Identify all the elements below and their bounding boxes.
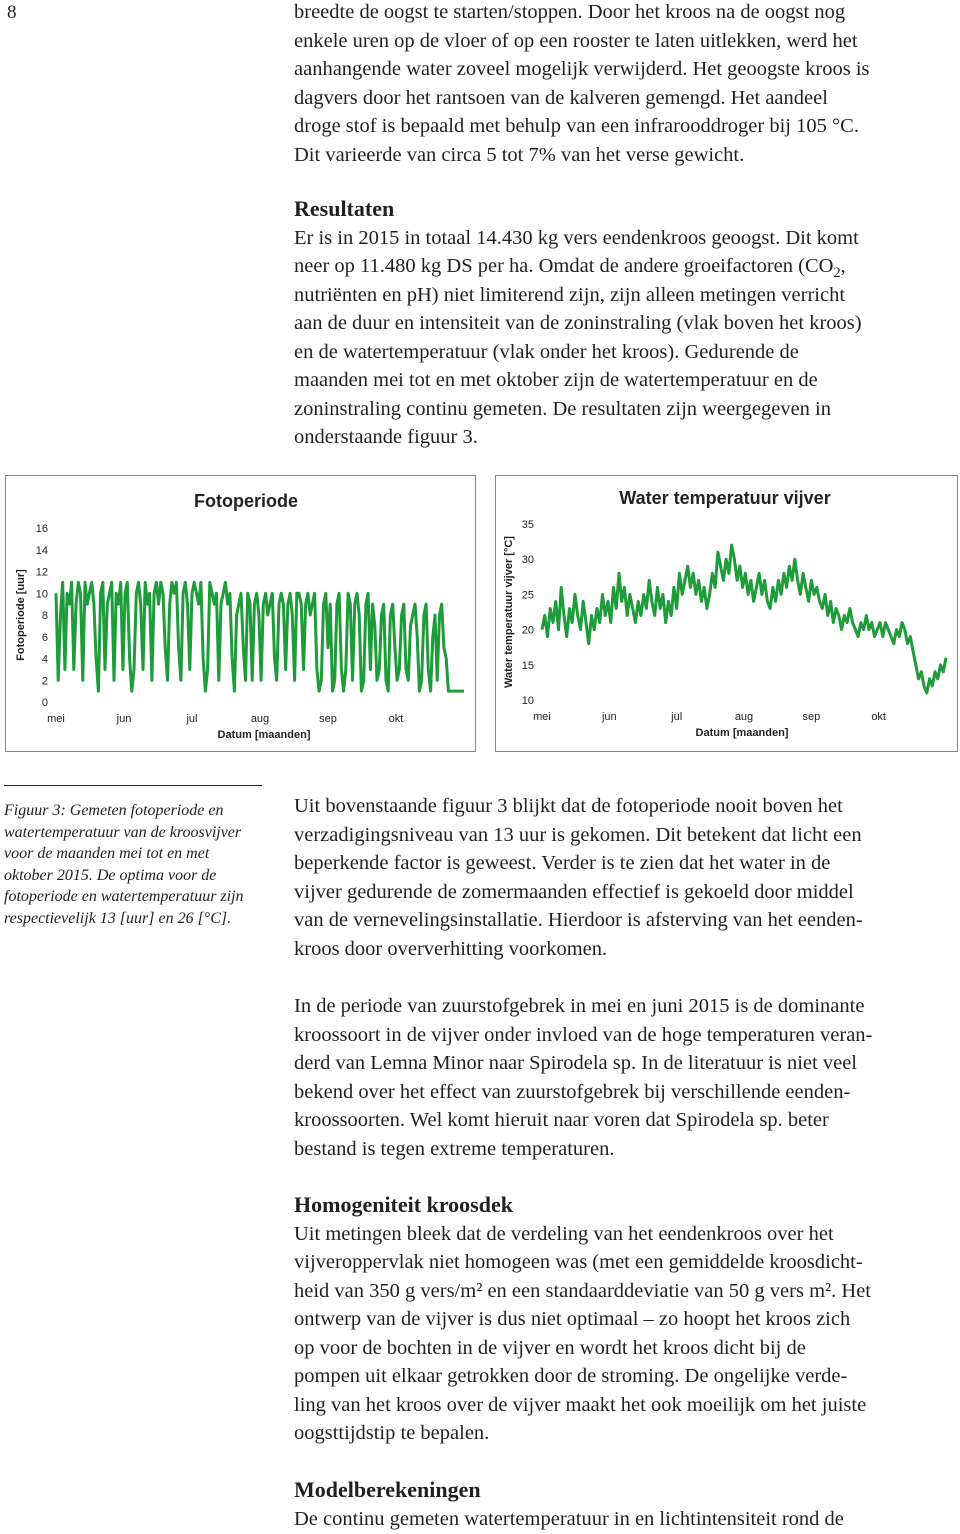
text-line xyxy=(294,252,958,281)
text-line: Uit bovenstaande figuur 3 blijkt dat de fotoperiode nooit boven het xyxy=(294,795,843,817)
homogeniteit-section xyxy=(294,1191,958,1448)
x-tick-label: sep xyxy=(802,711,821,723)
y-tick-label: 2 xyxy=(41,675,48,688)
text-line: De continu gemeten watertemperatuur in en lichtintensiteit rond de xyxy=(294,1507,844,1530)
x-tick-label: mei xyxy=(533,711,551,723)
text-line: ling van het kroos over de vijver maakt het ook moeilijk om het juiste xyxy=(294,1393,867,1416)
chart-title: Water temperatuur vijver xyxy=(619,488,831,508)
text-line: bekend over het effect van zuurstofgebrek bij verschillende eenden- xyxy=(294,1080,851,1103)
text-line: dagvers door het rantsoen van de kalveren gemengd. Het aandeel xyxy=(294,86,828,109)
caption-rule xyxy=(4,785,262,786)
x-tick-label: sep xyxy=(319,713,337,725)
text-line: zoninstraling continu gemeten. De resultaten zijn weergegeven in xyxy=(294,397,831,420)
y-tick-label: 35 xyxy=(521,519,534,531)
text-segment: neer op 11.480 kg DS per ha. Omdat de andere groeifactoren (CO xyxy=(294,255,834,277)
chart-watertemperatuur xyxy=(495,475,958,752)
y-tick-label: 14 xyxy=(35,544,48,557)
text-line: droge stof is bepaald met behulp van een infrarooddroger bij 105 °C. xyxy=(294,115,859,137)
page-number: 8 xyxy=(7,2,17,23)
text-line: In de periode van zuurstofgebrek in mei en juni 2015 is de dominante xyxy=(294,995,865,1017)
x-tick-label: okt xyxy=(871,711,887,723)
y-tick-label: 6 xyxy=(41,631,48,644)
text-line: Uit metingen bleek dat de verdeling van het eendenkroos over het xyxy=(294,1222,834,1245)
y-tick-label: 20 xyxy=(521,624,534,637)
text-line: kroos door oververhitting voorkomen. xyxy=(294,937,608,960)
y-axis-label: Fotoperiode [uur] xyxy=(15,569,27,661)
text-line: nutriënten en pH) niet limiterend zijn, zijn alleen metingen verricht xyxy=(294,283,846,306)
text-segment: , xyxy=(840,255,846,277)
x-tick-label: aug xyxy=(734,711,754,723)
discussion-paragraph-1 xyxy=(294,792,958,963)
text-line: breedte de oogst te starten/stoppen. Door het kroos na de oogst nog xyxy=(294,1,846,23)
chart-title: Fotoperiode xyxy=(194,491,298,511)
figure-caption: Figuur 3: Gemeten fotoperiode en watertemperatuur van de kroosvijver voor de maanden mei tot en met oktober 2015. De optima voor de fotoperiode en watertemperatuur zijn respectievelijk 13 [uur] en 26 [°C]. xyxy=(4,802,244,927)
text-line: pompen uit elkaar getrokken door de stroming. De ongelijke verde- xyxy=(294,1365,848,1387)
model-section xyxy=(294,1476,958,1533)
text-line: heid van 350 g vers/m² en een standaarddeviatie van 50 g vers m². Het xyxy=(294,1279,872,1302)
x-axis-label: Datum [maanden] xyxy=(217,729,311,741)
section-heading: Homogeniteit kroosdek xyxy=(294,1192,513,1217)
x-tick-label: aug xyxy=(250,713,270,725)
text-line: vijveroppervlak niet homogeen was (met een gemiddelde kroosdicht- xyxy=(294,1251,863,1273)
y-tick-label: 16 xyxy=(35,523,48,535)
section-heading: Modelberekeningen xyxy=(294,1477,481,1502)
y-axis-label: Water temperatuur vijver [°C] xyxy=(503,536,515,688)
x-tick-label: mei xyxy=(47,713,65,725)
data-series-line xyxy=(56,582,464,691)
x-tick-label: okt xyxy=(388,713,404,725)
x-tick-label: jul xyxy=(186,713,198,725)
text-line: Dit varieerde van circa 5 tot 7% van het verse gewicht. xyxy=(294,143,745,166)
y-tick-label: 10 xyxy=(35,588,48,601)
x-tick-label: jul xyxy=(671,711,683,723)
text-line: kroossoorten. Wel komt hieruit naar voren dat Spirodela sp. beter xyxy=(294,1109,829,1131)
data-series-line xyxy=(542,545,946,693)
text-line: van de vernevelingsinstallatie. Hierdoor is afsterving van het eenden- xyxy=(294,909,863,931)
x-tick-label: jun xyxy=(116,713,132,725)
y-tick-label: 25 xyxy=(521,589,534,602)
text-line: enkele uren op de vloer of op een rooster te laten uitlekken, werd het xyxy=(294,29,858,52)
discussion-paragraph-2 xyxy=(294,992,958,1163)
y-tick-label: 30 xyxy=(521,554,534,567)
text-line: Er is in 2015 in totaal 14.430 kg vers eendenkroos geoogst. Dit komt xyxy=(294,226,859,249)
text-line: verzadigingsniveau van 13 uur is gekomen. Dit betekent dat licht een xyxy=(294,823,862,846)
chart-fotoperiode-svg xyxy=(6,476,475,751)
text-line: derd van Lemna Minor naar Spirodela sp. In de literatuur is niet veel xyxy=(294,1052,857,1074)
text-line: op voor de bochten in de vijver en wordt het kroos dicht bij de xyxy=(294,1336,806,1359)
text-line: beperkende factor is geweest. Verder is te zien dat het water in de xyxy=(294,852,831,874)
intro-paragraph xyxy=(294,0,958,169)
text-line: ontwerp van de vijver is dus niet optimaal – zo hoopt het kroos zich xyxy=(294,1308,851,1330)
text-line: aanhangende water zoveel mogelijk verwijderd. Het geoogste kroos is xyxy=(294,58,870,80)
y-tick-label: 12 xyxy=(35,566,48,579)
text-line: aan de duur en intensiteit van de zoninstraling (vlak boven het kroos) xyxy=(294,312,862,334)
chart-fotoperiode xyxy=(5,475,476,752)
x-tick-label: jun xyxy=(601,711,617,723)
text-line: bestand is tegen extreme temperaturen. xyxy=(294,1137,615,1160)
x-axis-label: Datum [maanden] xyxy=(695,727,789,739)
results-section xyxy=(294,195,958,452)
section-heading: Resultaten xyxy=(294,196,395,221)
text-line: vijver gedurende de zomermaanden effectief is gekoeld door middel xyxy=(294,880,854,903)
y-tick-label: 15 xyxy=(521,659,534,672)
y-tick-label: 10 xyxy=(521,695,534,707)
text-line: maanden mei tot en met oktober zijn de watertemperatuur en de xyxy=(294,369,818,391)
subscript: 2 xyxy=(833,265,841,282)
y-tick-label: 8 xyxy=(41,610,48,622)
y-tick-label: 0 xyxy=(41,697,48,709)
chart-watertemperatuur-svg xyxy=(496,476,957,751)
text-line: onderstaande figuur 3. xyxy=(294,426,478,448)
text-line: en de watertemperatuur (vlak onder het kroos). Gedurende de xyxy=(294,340,799,363)
y-tick-label: 4 xyxy=(41,653,48,666)
text-line: kroossoort in de vijver onder invloed van de hoge temperaturen veran- xyxy=(294,1023,873,1046)
text-line: oogsttijdstip te bepalen. xyxy=(294,1422,490,1444)
